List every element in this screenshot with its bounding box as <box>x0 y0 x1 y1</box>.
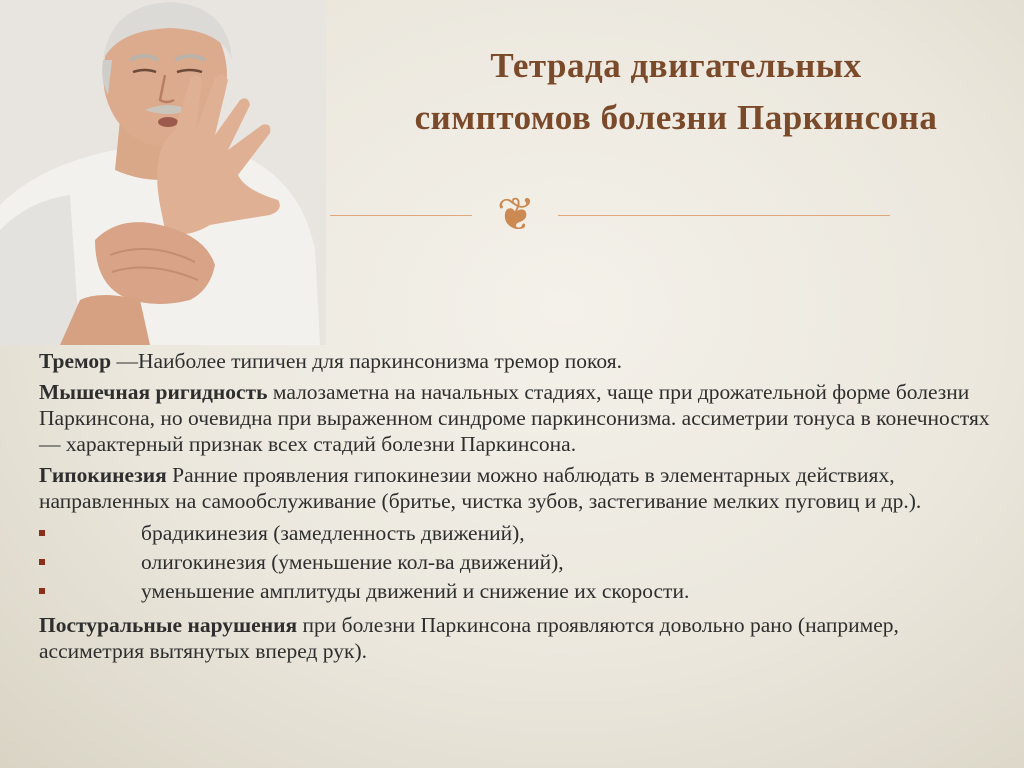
square-bullet-icon <box>39 530 45 536</box>
bullet-text: брадикинезия (замедленность движений), <box>141 521 525 545</box>
paragraph-tremor <box>39 348 994 374</box>
list-item <box>39 577 994 606</box>
text-tremor: —Наиболее типичен для паркинсонизма тремор покоя. <box>111 349 622 373</box>
photo-man-holding-wrist <box>0 0 326 345</box>
ornament-line-right <box>558 215 890 216</box>
bullet-list <box>39 519 994 606</box>
term-hypokinesia: Гипокинезия <box>39 463 167 487</box>
slide-body <box>39 348 994 669</box>
term-rigidity: Мышечная ригидность <box>39 380 268 404</box>
paragraph-postural <box>39 612 994 664</box>
list-item <box>39 519 994 548</box>
square-bullet-icon <box>39 559 45 565</box>
ornament-line-left <box>330 215 472 216</box>
ornament-flourish-icon: ❦ <box>496 187 536 241</box>
text-rigidity: малозаметна на начальных стадиях, чаще при дрожательной форме болезни Паркинсона, но очевидна при выраженном синдроме паркинсонизма. ассиметрии тонуса в конечностях — характерный признак всех стадий болезни Паркинсона. <box>39 380 990 456</box>
bullet-text: олигокинезия (уменьшение кол-ва движений), <box>141 550 564 574</box>
bullet-text: уменьшение амплитуды движений и снижение их скорости. <box>141 579 690 603</box>
text-hypokinesia: Ранние проявления гипокинезии можно наблюдать в элементарных действиях, направленных на самообслуживание (бритье, чистка зубов, застегивание мелких пуговиц и др.). <box>39 463 922 513</box>
list-item <box>39 548 994 577</box>
slide-title-line-1: Тетрада двигательных <box>490 46 862 85</box>
slide-title-line-2: симптомов болезни Паркинсона <box>414 98 938 137</box>
term-postural: Постуральные нарушения <box>39 613 298 637</box>
square-bullet-icon <box>39 588 45 594</box>
slide-title <box>336 40 1016 144</box>
text-postural: при болезни Паркинсона проявляются довольно рано (например, ассиметрия вытянутых вперед рук). <box>39 613 899 663</box>
paragraph-rigidity <box>39 379 994 457</box>
photo-illustration <box>0 0 326 345</box>
term-tremor: Тремор <box>39 349 112 373</box>
paragraph-hypokinesia <box>39 462 994 514</box>
